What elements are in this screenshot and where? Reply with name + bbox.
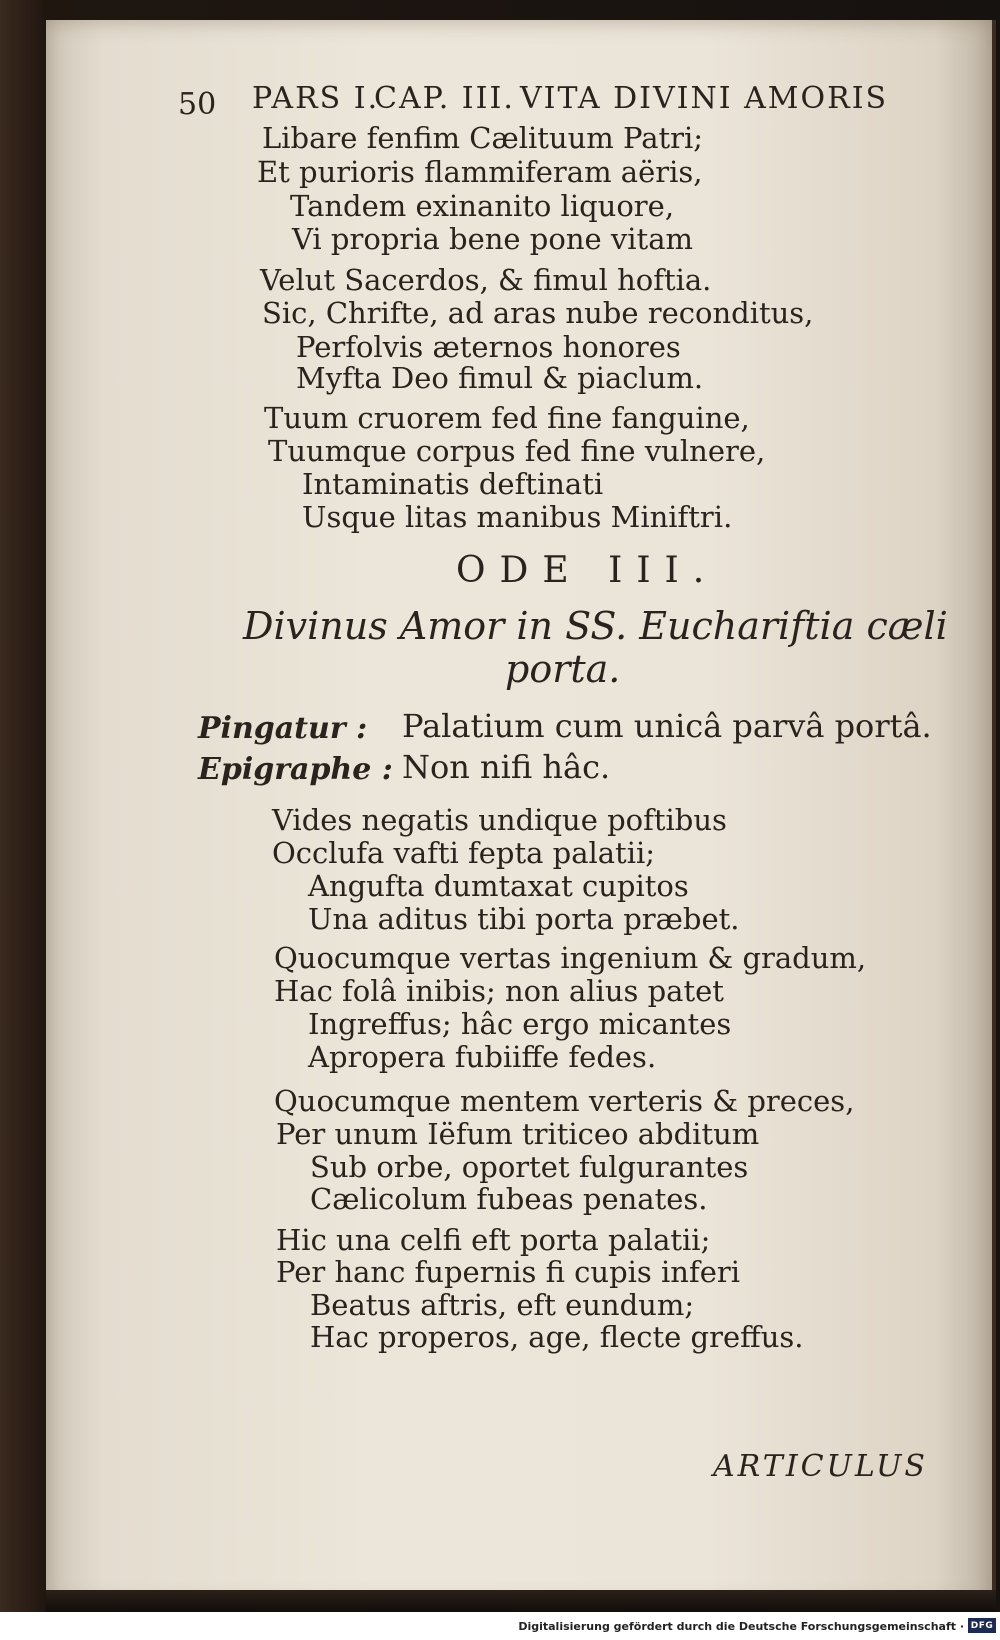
pingatur-label: Pingatur : (198, 711, 368, 746)
verse-line: Libare fenfim Cælituum Patri; (262, 121, 704, 155)
verse-line: Sic, Chrifte, ad aras nube reconditus, (262, 296, 814, 330)
verse-line: Intaminatis deftinati (302, 467, 604, 501)
epigraphe-label: Epigraphe : (198, 752, 393, 787)
verse-line: Ingreffus; hâc ergo micantes (308, 1007, 732, 1041)
verse-line: Angufta dumtaxat cupitos (308, 869, 689, 903)
page-bottom-shadow (46, 1590, 996, 1612)
catchword: ARTICULUS (713, 1449, 928, 1484)
page-number: 50 (178, 87, 217, 122)
verse-line: Sub orbe, oportet fulgurantes (310, 1150, 749, 1184)
verse-line: Tuumque corpus fed fine vulnere, (268, 434, 766, 468)
verse-line: Occlufa vafti fepta palatii; (272, 836, 656, 870)
verse-line: Myfta Deo fimul & piaclum. (296, 361, 704, 395)
verse-line: Apropera fubiiffe fedes. (308, 1040, 657, 1074)
verse-line: Tuum cruorem fed fine fanguine, (264, 401, 750, 435)
verse-line: Quocumque mentem verteris & preces, (274, 1084, 855, 1118)
verse-line: Per hanc fupernis fi cupis inferi (276, 1255, 741, 1289)
verse-line: Beatus aftris, eft eundum; (310, 1288, 695, 1322)
verse-line: Hic una celfi eft porta palatii; (276, 1223, 711, 1257)
header-part: PARS I. (252, 81, 380, 116)
verse-line: Et purioris flammiferam aëris, (257, 155, 703, 189)
verse-line: Per unum Iëfum triticeo abditum (276, 1117, 760, 1151)
ode-title: ODE III. (456, 550, 719, 591)
ode-subtitle-line1: Divinus Amor in SS. Euchariftia cæli (243, 604, 948, 648)
header-running-title: VITA DIVINI AMORIS (520, 81, 889, 116)
verse-line: Una aditus tibi porta præbet. (308, 902, 740, 936)
ode-subtitle-line2: porta. (505, 647, 621, 691)
footer-credit-text: Digitalisierung gefördert durch die Deutsche Forschungsgemeinschaft · (518, 1620, 964, 1633)
pingatur-value: Palatium cum unicâ parvâ portâ. (402, 707, 932, 745)
dfg-logo: DFG (968, 1618, 996, 1633)
verse-line: Perfolvis æternos honores (296, 330, 681, 364)
verse-line: Hac folâ inibis; non alius patet (274, 974, 724, 1008)
header-cap: CAP. III. (374, 81, 515, 116)
verse-line: Cælicolum fubeas penates. (310, 1182, 708, 1216)
verse-line: Velut Sacerdos, & fimul hoftia. (260, 263, 712, 297)
verse-line: Vides negatis undique poftibus (272, 803, 727, 837)
digitization-footer (0, 1612, 1000, 1640)
epigraphe-value: Non nifi hâc. (402, 748, 611, 786)
verse-line: Usque litas manibus Miniftri. (302, 500, 733, 534)
verse-line: Quocumque vertas ingenium & gradum, (274, 941, 867, 975)
verse-line: Tandem exinanito liquore, (290, 189, 675, 223)
verse-line: Hac properos, age, flecte greffus. (310, 1320, 804, 1354)
verse-line: Vi propria bene pone vitam (292, 222, 693, 256)
